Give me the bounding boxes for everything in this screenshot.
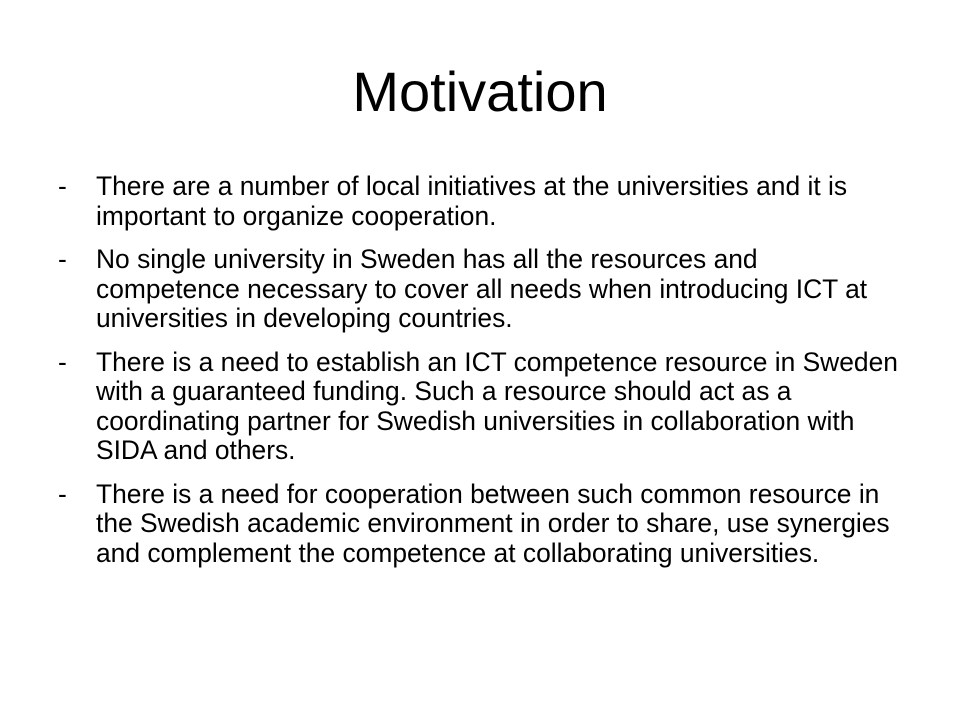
bullet-text: There are a number of local initiatives at the universities and it is important to organize cooperation. (96, 171, 848, 231)
bullet-item (58, 172, 908, 231)
bullet-item (58, 348, 908, 466)
bullet-dash: - (58, 171, 67, 201)
bullet-text: There is a need to establish an ICT competence resource in Sweden with a guaranteed funding. Such a resource should act as a coordinating partner for Swedish universities in collaboration with SIDA and others. (96, 346, 898, 465)
bullet-text: There is a need for cooperation between such common resource in the Swedish academic environment in order to share, use synergies and complement the competence at collaborating universities. (96, 478, 890, 568)
bullet-dash: - (58, 346, 67, 377)
bullet-item (58, 480, 908, 569)
bullet-text: No single university in Sweden has all the resources and competence necessary to cover all needs when introducing ICT at universities in developing countries. (96, 244, 868, 333)
bullet-item (58, 245, 908, 334)
bullet-dash: - (58, 478, 67, 509)
bullet-dash: - (58, 244, 67, 274)
bullet-list (58, 172, 908, 582)
slide-title: Motivation (352, 60, 608, 123)
